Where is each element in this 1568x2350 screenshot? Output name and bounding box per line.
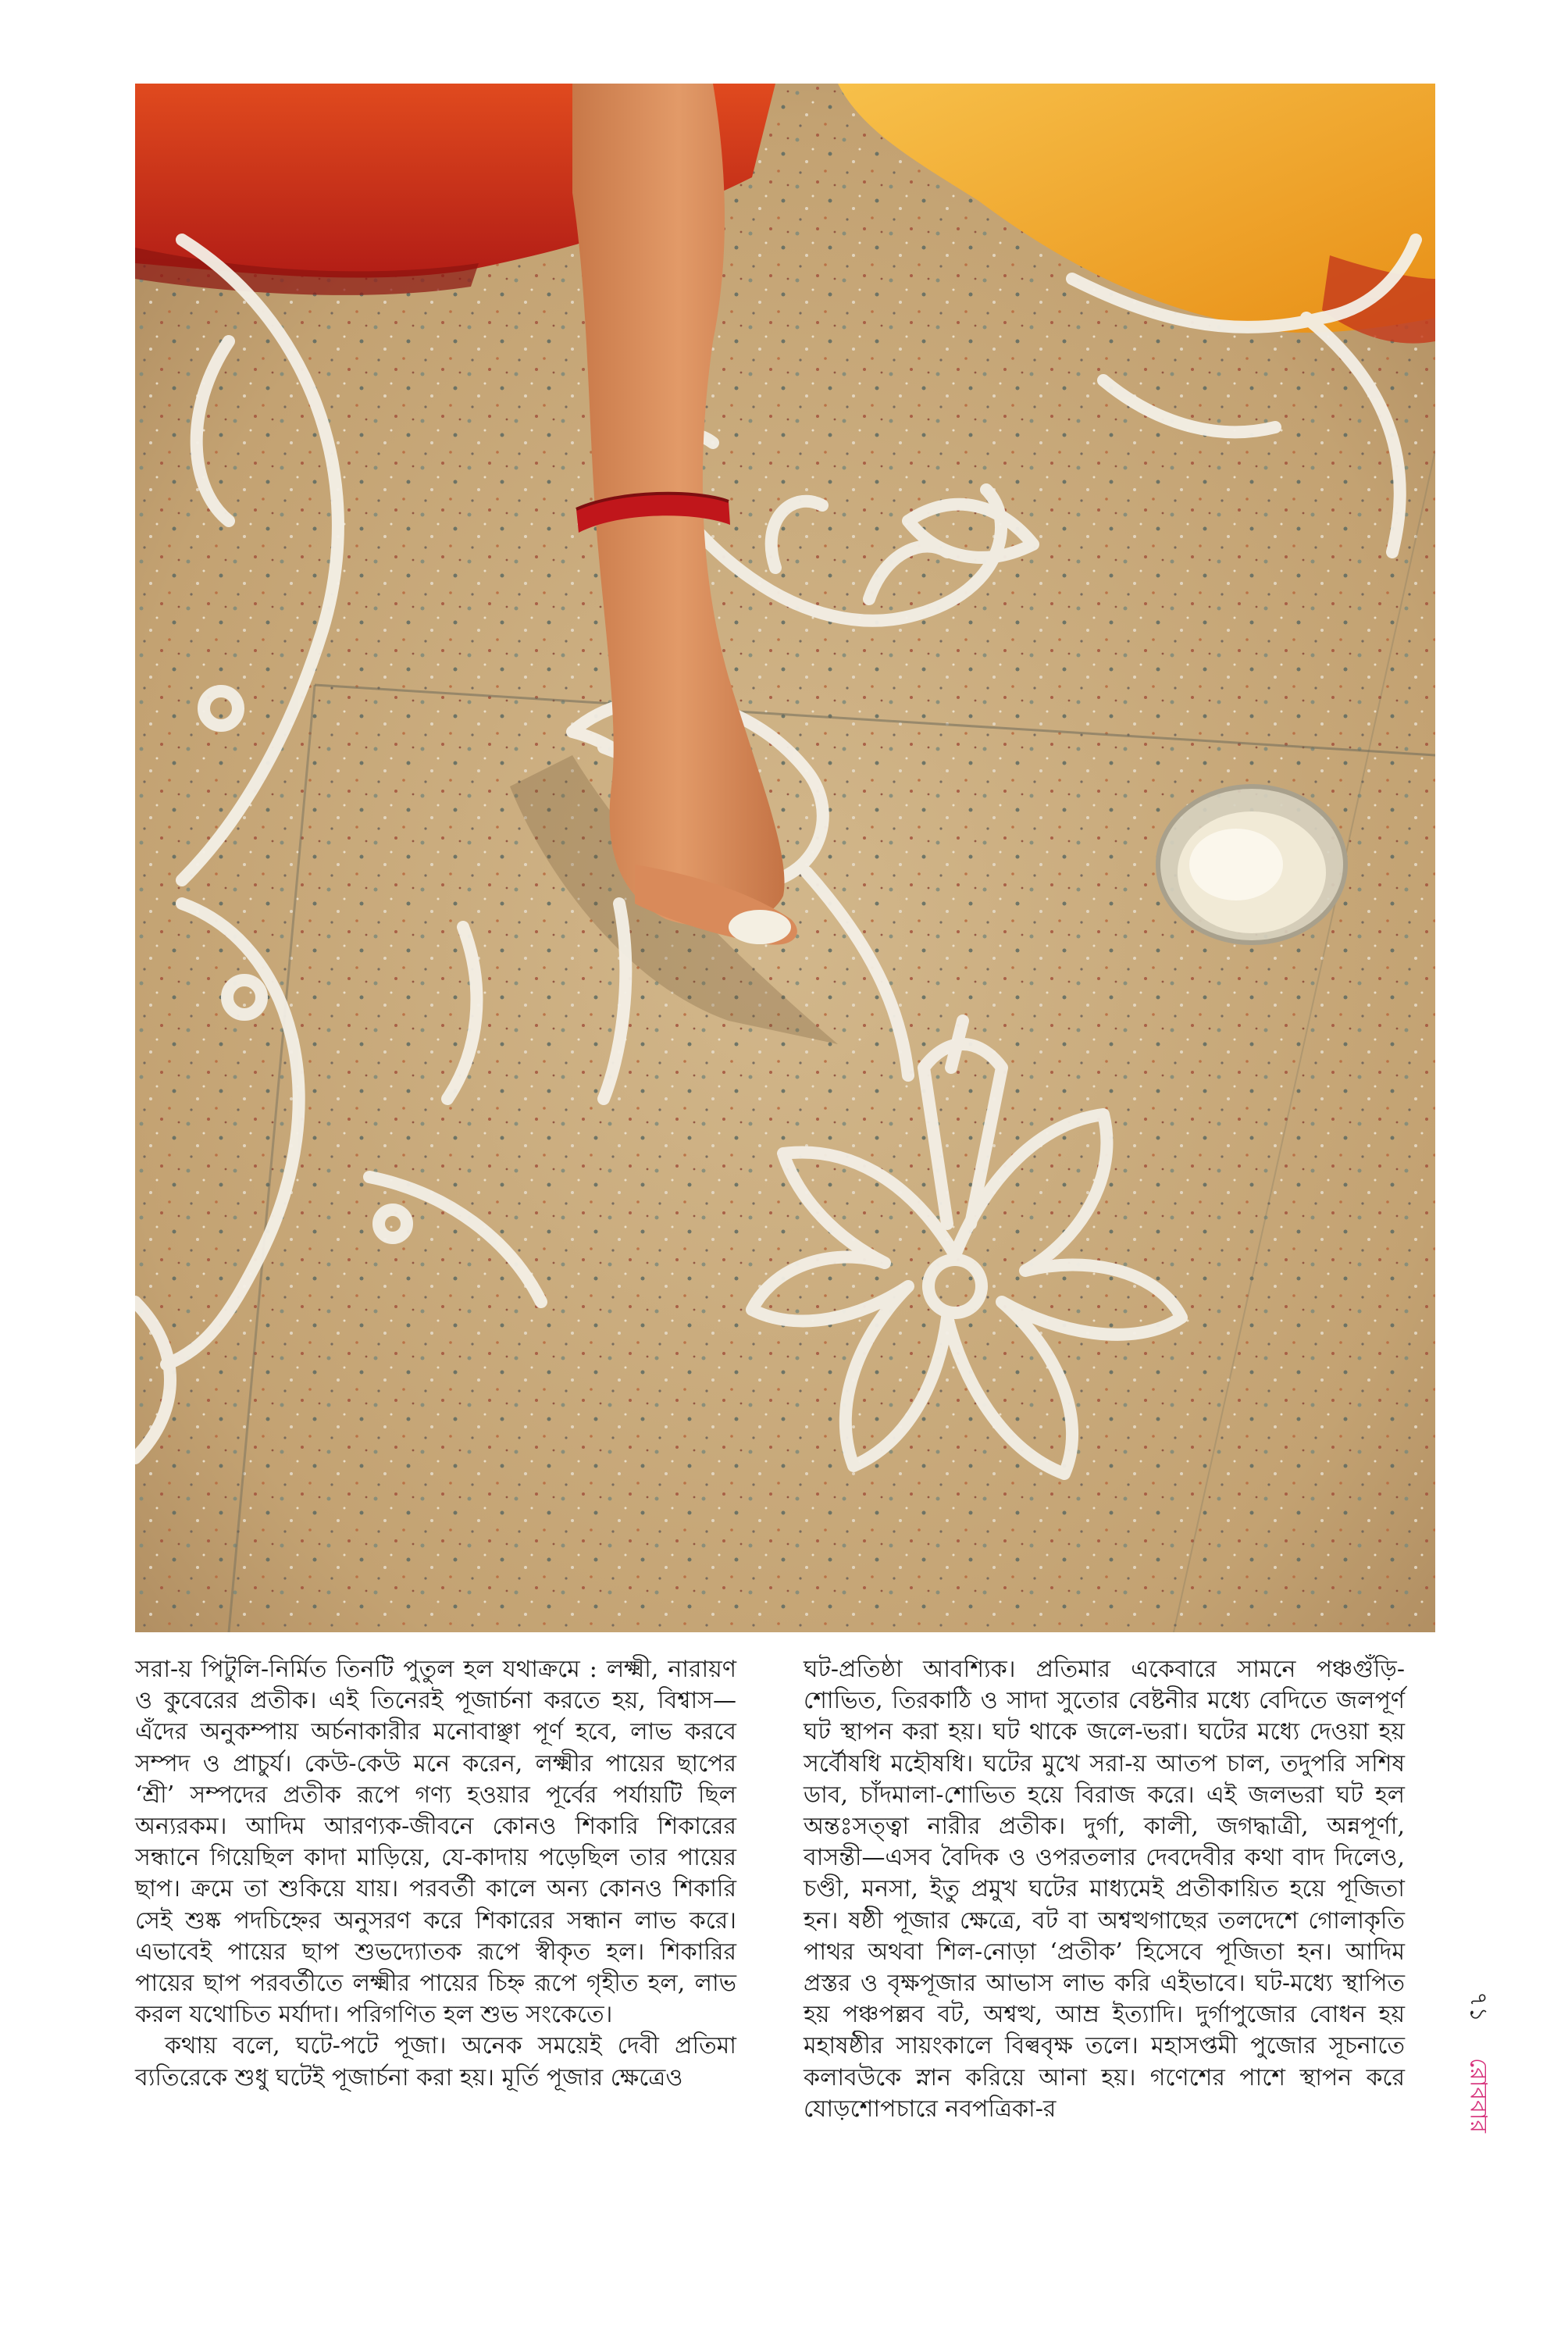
paragraph-2: কথায় বলে, ঘটে-পটে পূজা। অনেক সময়েই দেবী প্রতিমা ব্যতিরেকে শুধু ঘটেই পূজার্চনা করা হয়। মূর্তি পূজার ক্ষেত্রেও xyxy=(135,2032,736,2091)
alpona-photo-drawing xyxy=(135,84,1435,1632)
magazine-name: রোববার xyxy=(1464,2058,1492,2133)
article-column-right xyxy=(804,1654,1405,2125)
paragraph-3: ঘট-প্রতিষ্ঠা আবশ্যিক। প্রতিমার একেবারে সামনে পঞ্চগুঁড়ি-শোভিত, তিরকাঠি ও সাদা সুতোর বেষ্টনীর মধ্যে বেদিতে জলপূর্ণ ঘট স্থাপন করা হয়। ঘট থাকে জলে-ভরা। ঘটের মধ্যে দেওয়া হয় সর্বৌষধি মহৌষধি। ঘটের মুখে সরা-য় আতপ চাল, তদুপরি সশিষ ডাব, চাঁদমালা-শোভিত হয়ে বিরাজ করে। এই জলভরা ঘট হল অন্তঃসত্ত্বা নারীর প্রতীক। দুর্গা, কালী, জগদ্ধাত্রী, অন্নপূর্ণা, বাসন্তী—এসব বৈদিক ও ওপরতলার দেবদেবীর কথা বাদ দিলেও, চণ্ডী, মনসা, ইতু প্রমুখ ঘটের মাধ্যমেই প্রতীকায়িত হয়ে পূজিতা হন। ষষ্ঠী পূজার ক্ষেত্রে, বট বা অশ্বত্থগাছের তলদেশে গোলাকৃতি পাথর অথবা শিল-নোড়া ‘প্রতীক’ হিসেবে পূজিতা হন। আদিম প্রস্তর ও বৃক্ষপূজার আভাস লাভ করি এইভাবে। ঘট-মধ্যে স্থাপিত হয় পঞ্চপল্লব বট, অশ্বত্থ, আম্র ইত্যাদি। দুর্গাপুজোর বোধন হয় মহাষষ্ঠীর সায়ংকালে বিল্ববৃক্ষ তলে। মহাসপ্তমী পুজোর সূচনাতে কলাবউকে স্নান করিয়ে আনা হয়। গণেশের পাশে স্থাপন করে যোড়শোপচারে নবপত্রিকা-র xyxy=(804,1656,1405,2123)
article-column-left xyxy=(135,1654,736,2094)
paragraph-1: সরা-য় পিটুলি-নির্মিত তিনটি পুতুল হল যথাক্রমে : লক্ষ্মী, নারায়ণ ও কুবেরের প্রতীক। এই তিনেরই পূজার্চনা করতে হয়, বিশ্বাস—এঁদের অনুকম্পায় অর্চনাকারীর মনোবাঞ্ছা পূর্ণ হবে, লাভ করবে সম্পদ ও প্রাচুর্য। কেউ-কেউ মনে করেন, লক্ষ্মীর পায়ের ছাপের ‘শ্রী’ সম্পদের প্রতীক রূপে গণ্য হওয়ার পূর্বের পর্যায়টি ছিল অন্যরকম। আদিম আরণ্যক-জীবনে কোনও শিকারি শিকারের সন্ধানে গিয়েছিল কাদা মাড়িয়ে, যে-কাদায় পড়েছিল তার পায়ের ছাপ। ক্রমে তা শুকিয়ে যায়। পরবর্তী কালে অন্য কোনও শিকারি সেই শুষ্ক পদচিহ্নের অনুসরণ করে শিকারের সন্ধান লাভ করে। এভাবেই পায়ের ছাপ শুভদ্যোতক রূপে স্বীকৃত হল। শিকারির পায়ের ছাপ পরবর্তীতে লক্ষ্মীর পায়ের চিহ্ন রূপে গৃহীত হল, লাভ করল যথোচিত মর্যাদা। পরিগণিত হল শুভ সংকেতে। xyxy=(135,1656,736,2029)
alpona-photo xyxy=(135,84,1435,1632)
page-folio xyxy=(1454,1992,1501,2226)
page-number: ৭১ xyxy=(1464,1992,1492,2022)
